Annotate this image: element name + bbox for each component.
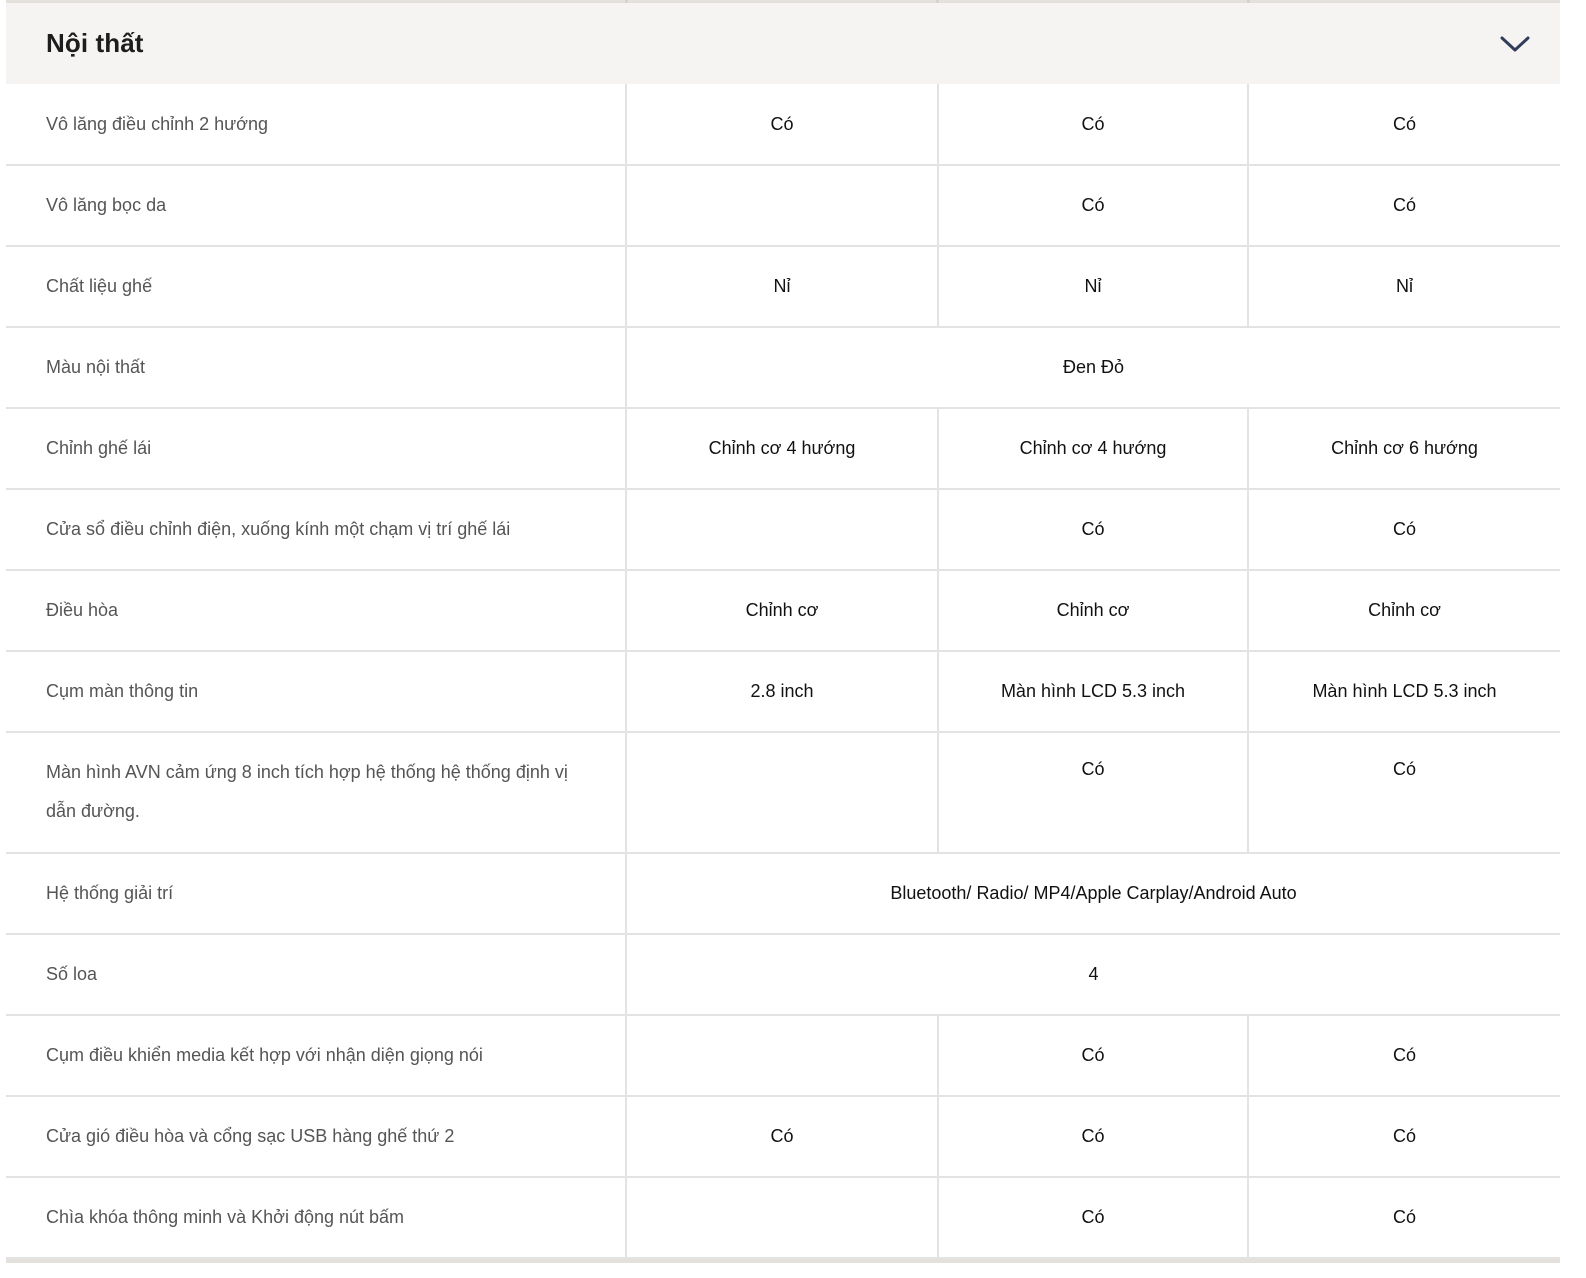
value-cell-version-2: Có	[938, 732, 1248, 853]
table-row	[6, 165, 1560, 246]
column-tick	[1247, 0, 1250, 3]
value-cell-version-1	[626, 732, 938, 853]
value-cell-version-3: Có	[1248, 1177, 1560, 1258]
table-row	[6, 246, 1560, 327]
bottom-divider	[6, 1259, 1560, 1263]
value-cell-version-1: Chỉnh cơ	[626, 570, 938, 651]
table-row	[6, 1177, 1560, 1258]
value-cell-version-2: Có	[938, 1177, 1248, 1258]
chevron-down-icon[interactable]	[1500, 34, 1530, 54]
value-cell-version-1: Có	[626, 84, 938, 165]
table-row	[6, 408, 1560, 489]
top-divider	[6, 0, 1560, 3]
value-cell-version-3: Có	[1248, 732, 1560, 853]
merged-value-cell: Đen Đỏ	[626, 327, 1560, 408]
row-label: Chỉnh ghế lái	[6, 408, 626, 489]
value-cell-version-3: Có	[1248, 489, 1560, 570]
value-cell-version-2: Chỉnh cơ	[938, 570, 1248, 651]
value-cell-version-1: Chỉnh cơ 4 hướng	[626, 408, 938, 489]
value-cell-version-1	[626, 165, 938, 246]
value-cell-version-2: Màn hình LCD 5.3 inch	[938, 651, 1248, 732]
value-cell-version-3: Màn hình LCD 5.3 inch	[1248, 651, 1560, 732]
table-row	[6, 84, 1560, 165]
value-cell-version-2: Có	[938, 84, 1248, 165]
column-tick	[936, 0, 939, 3]
table-row	[6, 570, 1560, 651]
merged-value-cell: 4	[626, 934, 1560, 1015]
table-row	[6, 1096, 1560, 1177]
row-label: Điều hòa	[6, 570, 626, 651]
value-cell-version-3: Chỉnh cơ 6 hướng	[1248, 408, 1560, 489]
value-cell-version-2: Nỉ	[938, 246, 1248, 327]
table-row	[6, 732, 1560, 853]
row-label: Cửa sổ điều chỉnh điện, xuống kính một chạm vị trí ghế lái	[6, 489, 626, 570]
column-tick	[625, 0, 628, 3]
value-cell-version-1: 2.8 inch	[626, 651, 938, 732]
value-cell-version-2: Có	[938, 489, 1248, 570]
spec-table	[6, 84, 1560, 1259]
row-label: Màu nội thất	[6, 327, 626, 408]
value-cell-version-3: Có	[1248, 84, 1560, 165]
table-row	[6, 489, 1560, 570]
row-label: Chất liệu ghế	[6, 246, 626, 327]
value-cell-version-3: Nỉ	[1248, 246, 1560, 327]
value-cell-version-3: Có	[1248, 1096, 1560, 1177]
spec-section	[6, 0, 1560, 1263]
value-cell-version-1	[626, 1015, 938, 1096]
table-row	[6, 651, 1560, 732]
row-label: Cụm điều khiển media kết hợp với nhận diện giọng nói	[6, 1015, 626, 1096]
table-row	[6, 934, 1560, 1015]
table-row	[6, 327, 1560, 408]
merged-value-cell: Bluetooth/ Radio/ MP4/Apple Carplay/Android Auto	[626, 853, 1560, 934]
value-cell-version-2: Có	[938, 165, 1248, 246]
row-label: Vô lăng bọc da	[6, 165, 626, 246]
row-label: Hệ thống giải trí	[6, 853, 626, 934]
value-cell-version-2: Có	[938, 1096, 1248, 1177]
value-cell-version-1	[626, 1177, 938, 1258]
value-cell-version-1: Nỉ	[626, 246, 938, 327]
table-row	[6, 853, 1560, 934]
section-title: Nội thất	[46, 28, 144, 58]
row-label: Cụm màn thông tin	[6, 651, 626, 732]
row-label: Chìa khóa thông minh và Khởi động nút bấm	[6, 1177, 626, 1258]
value-cell-version-3: Có	[1248, 165, 1560, 246]
value-cell-version-1	[626, 489, 938, 570]
value-cell-version-2: Có	[938, 1015, 1248, 1096]
value-cell-version-2: Chỉnh cơ 4 hướng	[938, 408, 1248, 489]
section-header-interior[interactable]	[6, 3, 1560, 84]
row-label: Số loa	[6, 934, 626, 1015]
value-cell-version-1: Có	[626, 1096, 938, 1177]
row-label: Vô lăng điều chỉnh 2 hướng	[6, 84, 626, 165]
value-cell-version-3: Có	[1248, 1015, 1560, 1096]
value-cell-version-3: Chỉnh cơ	[1248, 570, 1560, 651]
table-row	[6, 1015, 1560, 1096]
row-label: Cửa gió điều hòa và cổng sạc USB hàng ghế thứ 2	[6, 1096, 626, 1177]
row-label: Màn hình AVN cảm ứng 8 inch tích hợp hệ thống hệ thống định vị dẫn đường.	[6, 732, 626, 853]
